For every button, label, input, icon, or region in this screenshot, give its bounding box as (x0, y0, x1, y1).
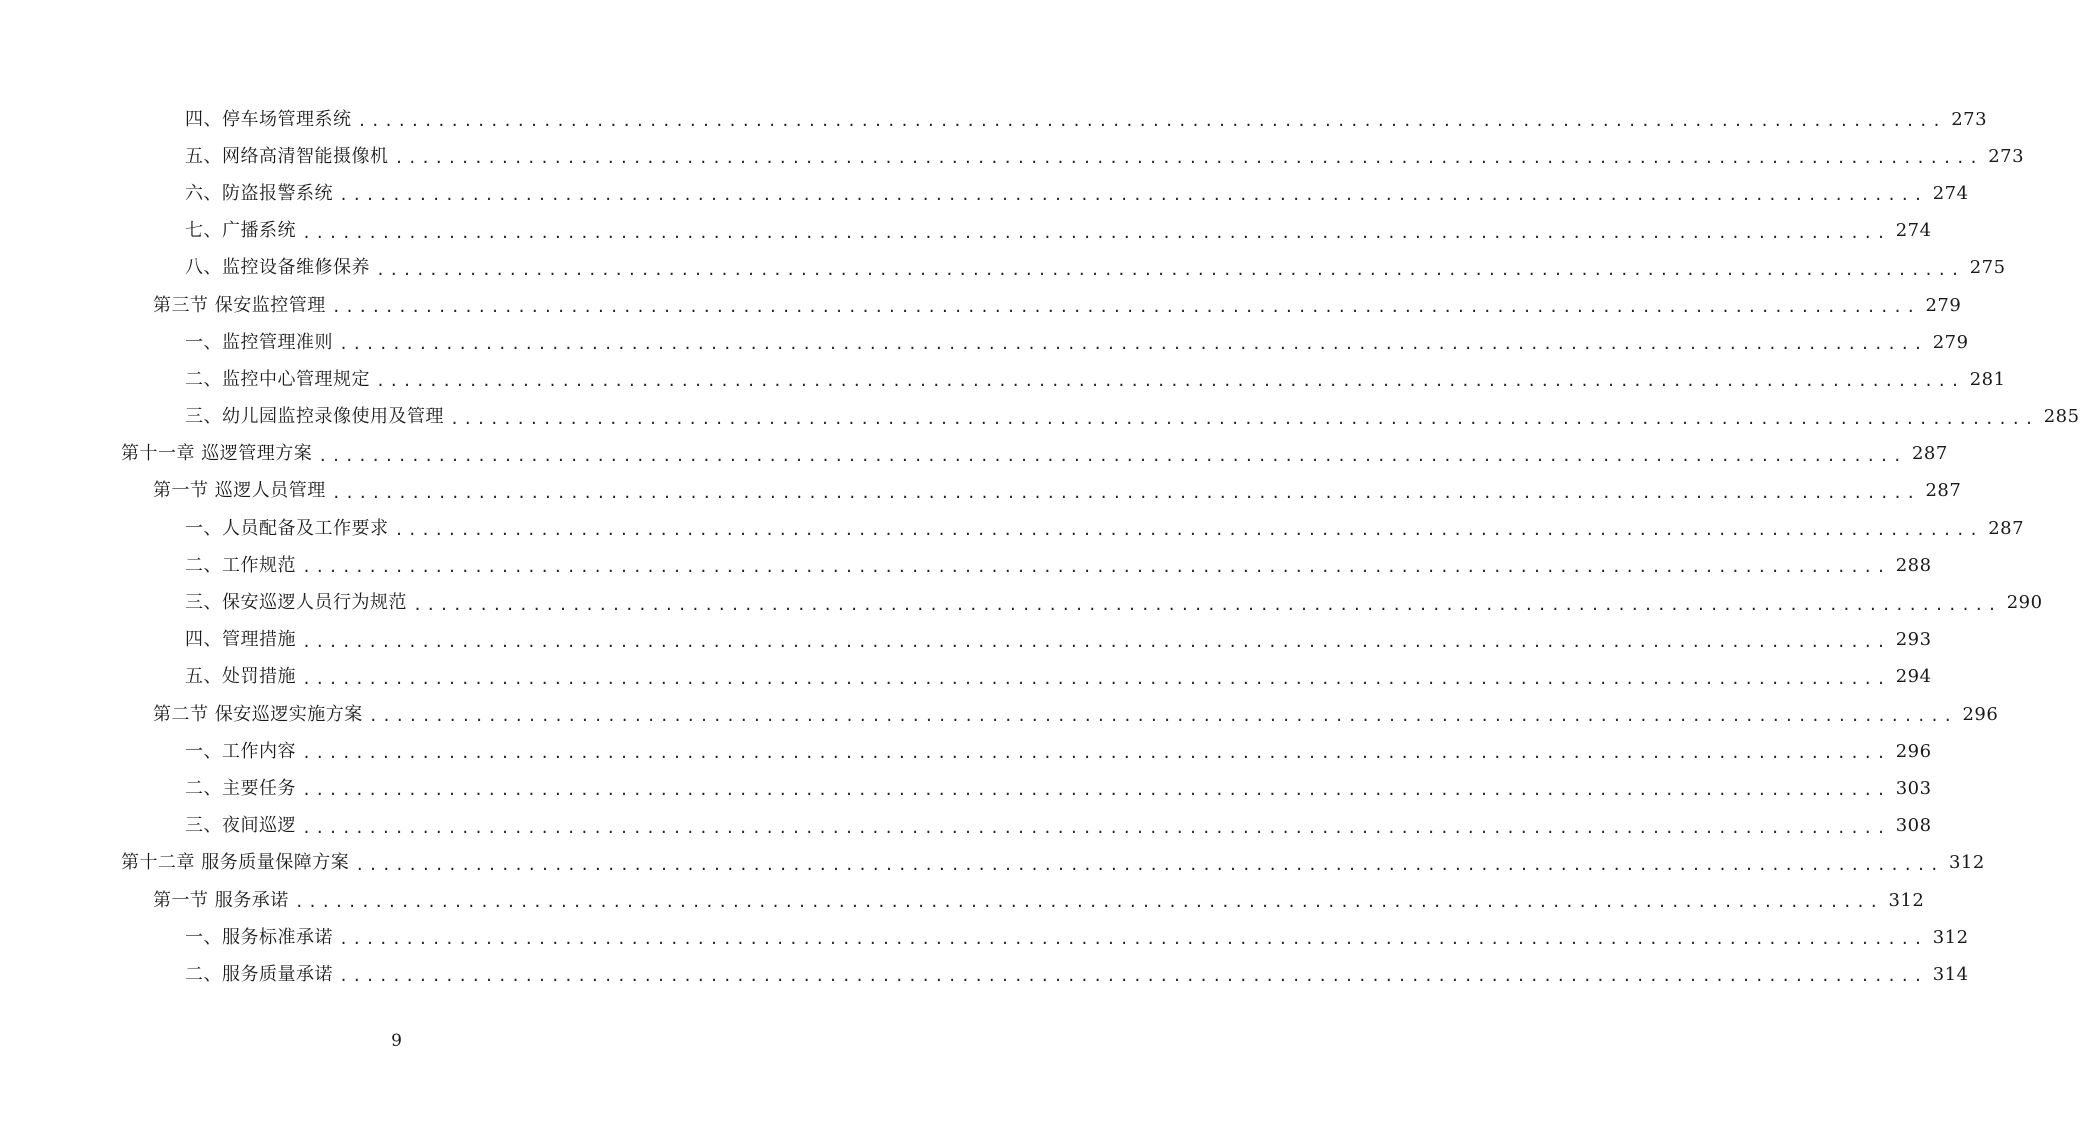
dot-leader: ........................................................................................................................ (331, 298, 1920, 317)
toc-entry-page: 303 (1895, 777, 1932, 799)
toc-entry-page: 314 (1932, 963, 1969, 985)
toc-entry-section[interactable] (0, 473, 1962, 510)
toc-entry-page: 273 (1988, 145, 2025, 167)
dot-leader: ........................................................................................................................ (302, 781, 1890, 800)
dot-leader: ........................................................................................................................ (302, 669, 1890, 688)
toc-entry-page: 275 (1969, 257, 2006, 279)
toc-entry[interactable] (0, 361, 2006, 398)
dot-leader: ........................................................................................................................ (376, 260, 1964, 279)
toc-entry-label: 二、服务质量承诺 (185, 963, 333, 985)
toc-entry-page: 293 (1895, 629, 1932, 651)
toc-entry-section[interactable] (0, 287, 1962, 324)
toc-entry-label: 三、夜间巡逻 (185, 815, 296, 837)
toc-entry-page: 290 (2006, 592, 2043, 614)
dot-leader: ........................................................................................................................ (302, 632, 1890, 651)
dot-leader: ........................................................................................................................ (302, 223, 1890, 242)
dot-leader: ........................................................................................................................ (339, 930, 1927, 949)
toc-entry-label: 一、人员配备及工作要求 (185, 517, 389, 539)
toc-entry[interactable] (0, 138, 2025, 175)
toc-entry-label: 第二节 保安巡逻实施方案 (153, 703, 363, 725)
toc-entry-label: 六、防盗报警系统 (185, 182, 333, 204)
toc-entry-page: 287 (1925, 480, 1962, 502)
toc-entry-label: 五、网络高清智能摄像机 (185, 145, 389, 167)
dot-leader: ........................................................................................................................ (339, 967, 1927, 986)
toc-entry-label: 一、监控管理准则 (185, 331, 333, 353)
toc-entry-chapter[interactable] (0, 436, 1948, 473)
toc-entry-page: 279 (1925, 294, 1962, 316)
toc-entry-page: 273 (1951, 108, 1988, 130)
toc-entry-label: 四、管理措施 (185, 629, 296, 651)
toc-entry[interactable] (0, 622, 1932, 659)
toc-entry[interactable] (0, 659, 1932, 696)
toc-entry-label: 一、工作内容 (185, 740, 296, 762)
toc-entry-label: 四、停车场管理系统 (185, 108, 352, 130)
toc-entry-chapter[interactable] (0, 845, 1985, 882)
dot-leader: ........................................................................................................................ (318, 446, 1906, 465)
toc-entry-page: 274 (1895, 220, 1932, 242)
toc-entry-label: 第十二章 服务质量保障方案 (121, 852, 350, 874)
toc-entry-page: 296 (1962, 703, 1999, 725)
toc-entry-page: 274 (1932, 182, 1969, 204)
toc-entry-label: 七、广播系统 (185, 220, 296, 242)
toc-entry-label: 第三节 保安监控管理 (153, 294, 326, 316)
dot-leader: ........................................................................................................................ (450, 409, 2038, 428)
toc-entry-label: 第一节 巡逻人员管理 (153, 480, 326, 502)
toc-entry-page: 312 (1932, 926, 1969, 948)
toc-entry-label: 二、工作规范 (185, 554, 296, 576)
dot-leader: ........................................................................................................................ (302, 818, 1890, 837)
table-of-contents (0, 101, 2080, 994)
toc-entry[interactable] (0, 101, 1988, 138)
dot-leader: ........................................................................................................................ (331, 483, 1920, 502)
toc-entry-page: 288 (1895, 554, 1932, 576)
toc-entry[interactable] (0, 919, 1969, 956)
toc-entry-page: 308 (1895, 815, 1932, 837)
toc-entry[interactable] (0, 547, 1932, 584)
dot-leader: ........................................................................................................................ (413, 595, 2001, 614)
dot-leader: ........................................................................................................................ (339, 186, 1927, 205)
toc-entry-section[interactable] (0, 696, 1999, 733)
dot-leader: ........................................................................................................................ (294, 893, 1883, 912)
toc-entry-page: 312 (1888, 889, 1925, 911)
toc-entry[interactable] (0, 399, 2080, 436)
toc-entry[interactable] (0, 213, 1932, 250)
toc-entry[interactable] (0, 733, 1932, 770)
toc-entry-label: 五、处罚措施 (185, 666, 296, 688)
page-number: 9 (391, 1031, 402, 1051)
toc-entry[interactable] (0, 510, 2025, 547)
toc-entry[interactable] (0, 250, 2006, 287)
dot-leader: ........................................................................................................................ (394, 521, 1983, 540)
dot-leader: ........................................................................................................................ (302, 744, 1890, 763)
toc-entry-page: 285 (2043, 406, 2080, 428)
dot-leader: ........................................................................................................................ (376, 372, 1964, 391)
toc-entry-label: 三、幼儿园监控录像使用及管理 (185, 406, 444, 428)
dot-leader: ........................................................................................................................ (339, 335, 1927, 354)
toc-entry-label: 三、保安巡逻人员行为规范 (185, 592, 407, 614)
toc-entry[interactable] (0, 956, 1969, 993)
toc-entry-label: 一、服务标准承诺 (185, 926, 333, 948)
toc-entry[interactable] (0, 584, 2043, 621)
toc-entry[interactable] (0, 808, 1932, 845)
toc-entry[interactable] (0, 324, 1969, 361)
toc-entry-page: 279 (1932, 331, 1969, 353)
toc-entry-page: 287 (1988, 517, 2025, 539)
toc-entry-section[interactable] (0, 882, 1925, 919)
dot-leader: ........................................................................................................................ (355, 855, 1943, 874)
toc-entry-label: 第一节 服务承诺 (153, 889, 289, 911)
toc-entry-page: 281 (1969, 368, 2006, 390)
dot-leader: ........................................................................................................................ (302, 558, 1890, 577)
dot-leader: ........................................................................................................................ (357, 112, 1946, 131)
toc-entry-page: 294 (1895, 666, 1932, 688)
toc-entry-label: 二、监控中心管理规定 (185, 368, 370, 390)
dot-leader: ........................................................................................................................ (368, 707, 1957, 726)
toc-entry-page: 312 (1948, 852, 1985, 874)
toc-entry-label: 二、主要任务 (185, 777, 296, 799)
toc-entry-label: 八、监控设备维修保养 (185, 257, 370, 279)
toc-entry-label: 第十一章 巡逻管理方案 (121, 443, 313, 465)
toc-entry[interactable] (0, 175, 1969, 212)
toc-entry-page: 287 (1911, 443, 1948, 465)
dot-leader: ........................................................................................................................ (394, 149, 1983, 168)
toc-entry[interactable] (0, 770, 1932, 807)
toc-entry-page: 296 (1895, 740, 1932, 762)
